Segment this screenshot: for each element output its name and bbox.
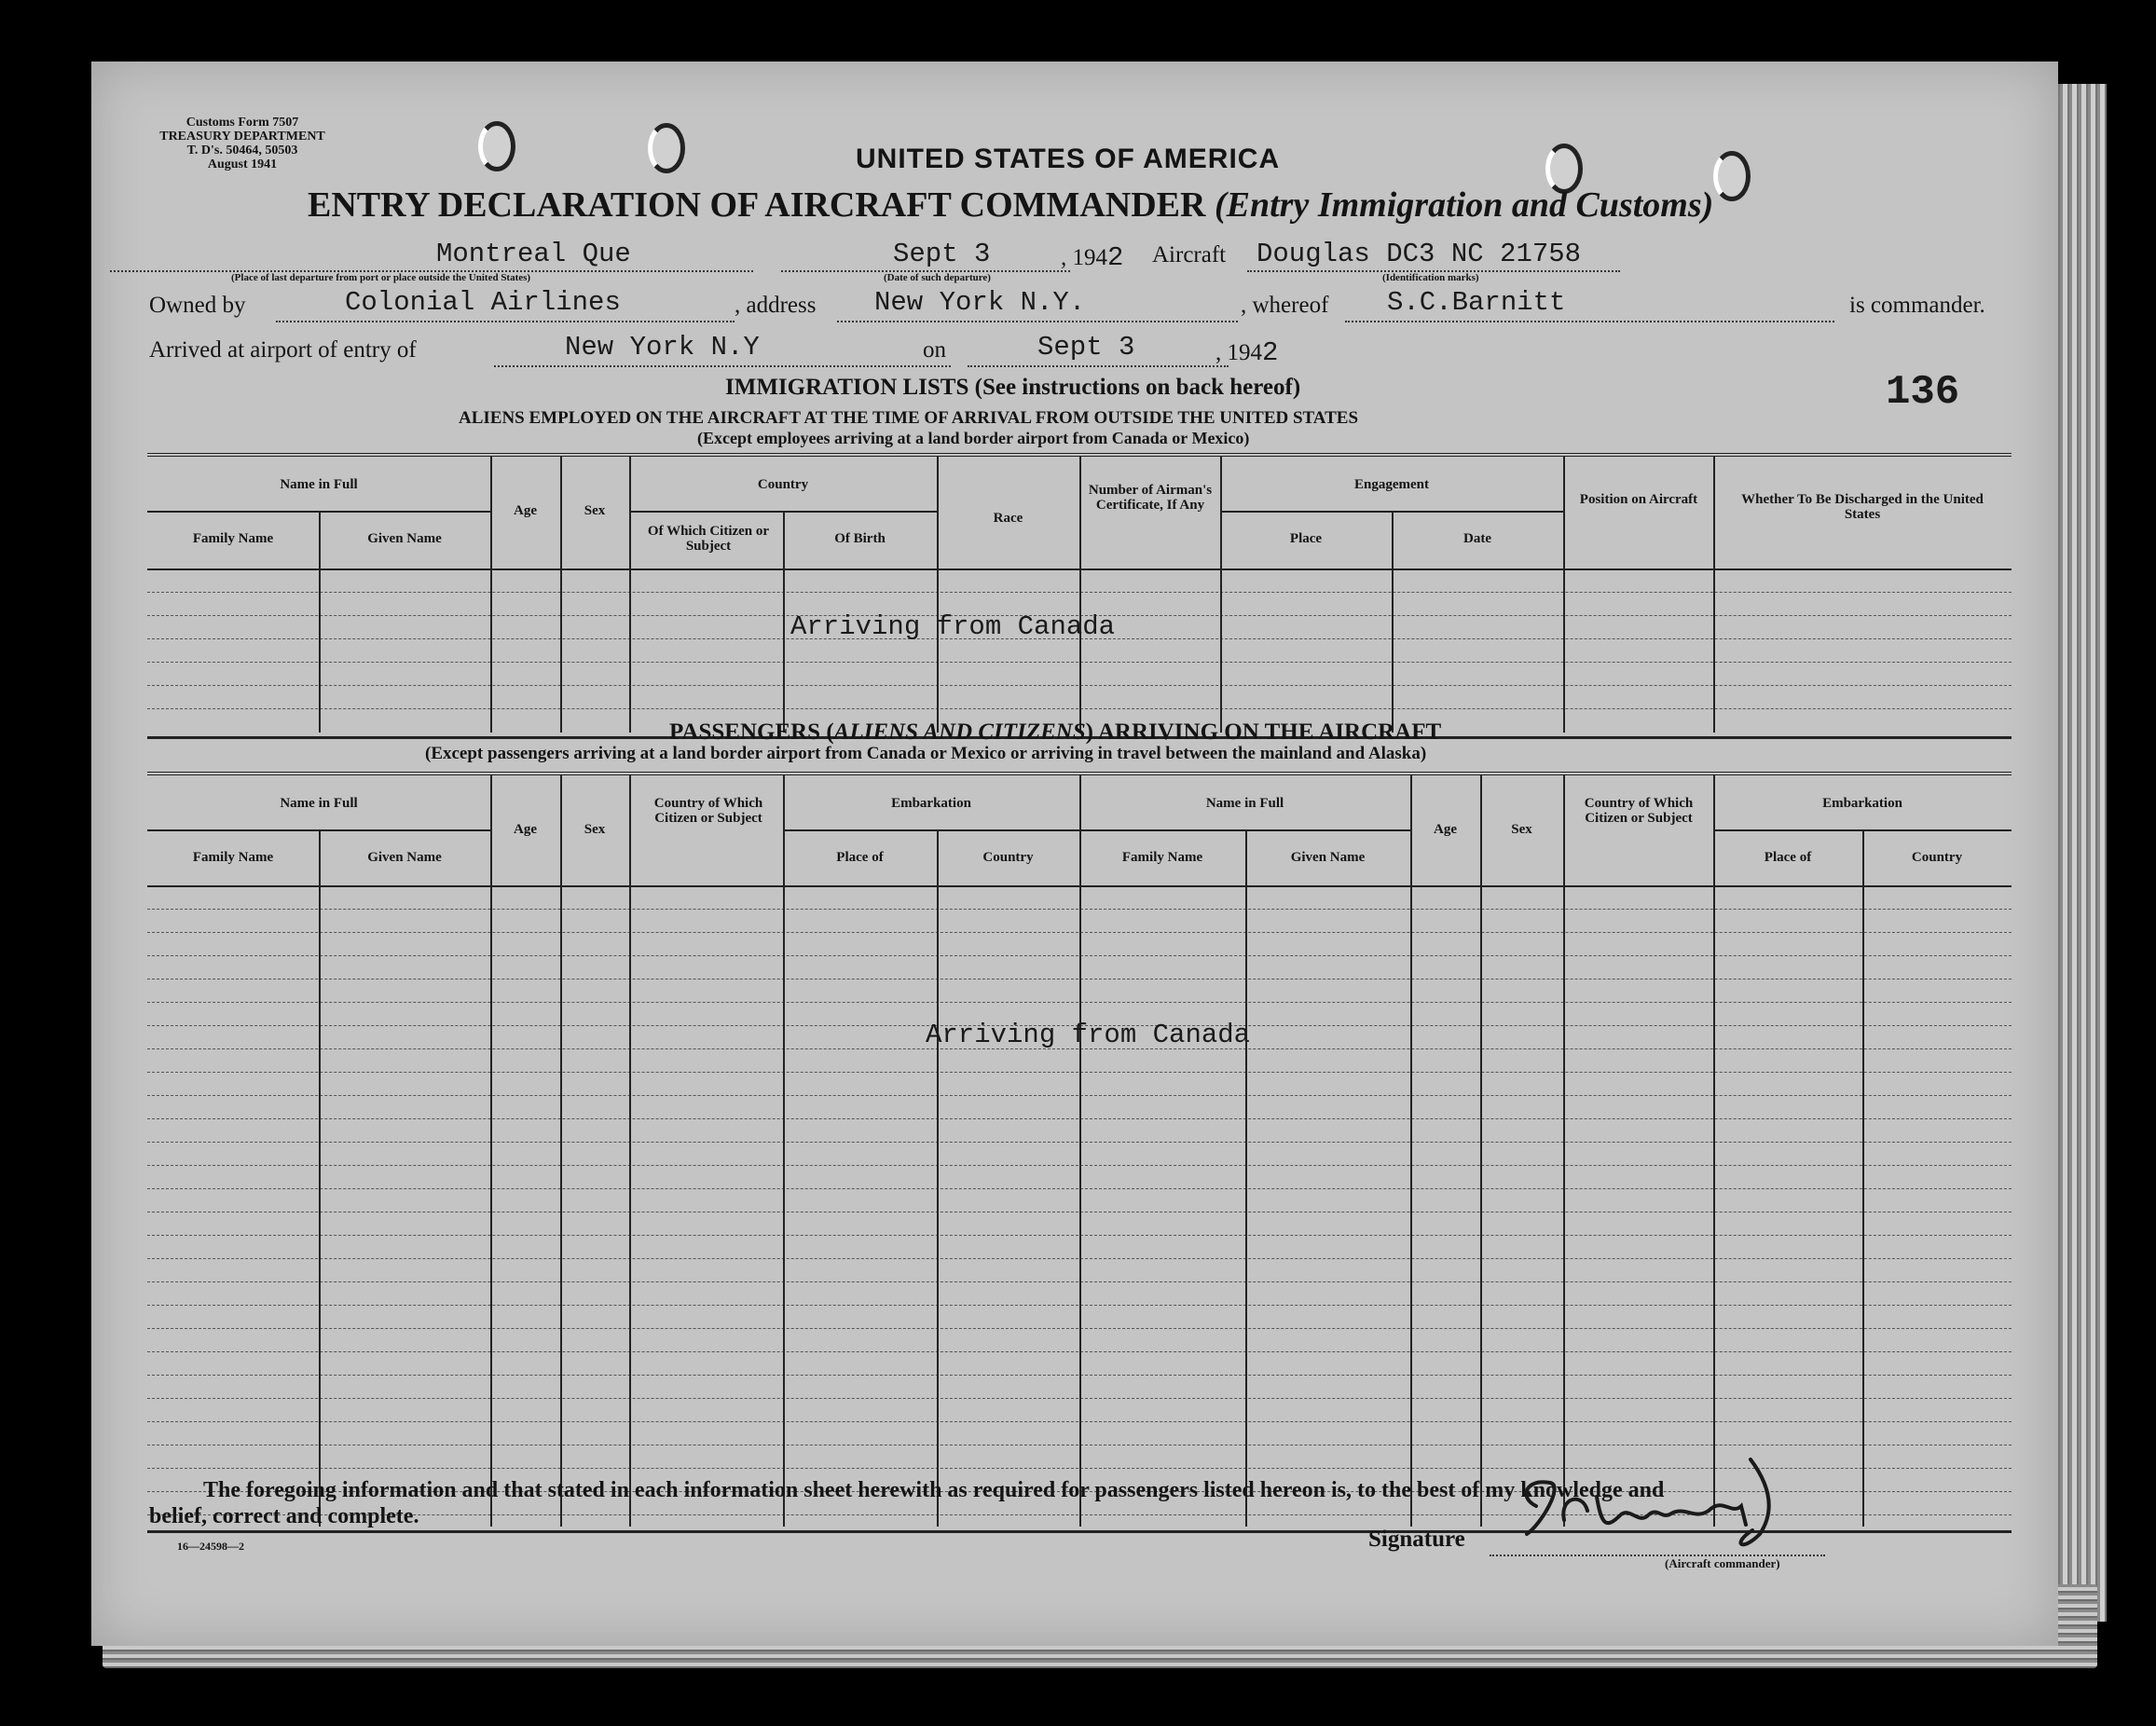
commander-name: S.C.Barnitt — [1387, 287, 1566, 318]
passenger-col-rule — [1079, 775, 1081, 1527]
crew-given-header: Given Name — [367, 531, 442, 546]
passenger-place-header: Place of — [836, 850, 884, 865]
crew-race-header: Race — [993, 511, 1023, 526]
passenger-country-header: Country — [982, 850, 1034, 865]
departure-date-caption: (Date of such departure) — [884, 272, 991, 283]
arrival-on-label: on — [923, 337, 946, 363]
commander-rule — [1345, 319, 1834, 322]
owned-by-label: Owned by — [149, 293, 246, 318]
punch-hole-icon — [648, 123, 685, 173]
punch-hole-icon — [1713, 151, 1751, 201]
passengers-heading-italic: ALIENS AND CITIZENS — [833, 719, 1086, 745]
address-rule — [837, 319, 1238, 322]
form-id-line: Customs Form 7507 — [185, 116, 299, 130]
crew-col-rule — [1563, 457, 1565, 733]
departure-date: Sept 3 — [893, 239, 991, 269]
crew-name-header: Name in Full — [280, 477, 358, 492]
arrival-airport: New York N.Y — [565, 332, 760, 363]
passenger-col-rule — [1480, 775, 1482, 1527]
crew-position-header: Position on Aircraft — [1579, 492, 1698, 507]
passenger-col-rule — [1713, 775, 1715, 1527]
passenger-citizen-header: Country of Which Citizen or Subject — [653, 796, 763, 826]
crew-country-header: Country — [757, 477, 809, 492]
departure-year — [1061, 242, 1123, 273]
passenger-col-rule — [319, 829, 321, 1527]
crew-place-header: Place — [1289, 531, 1323, 546]
passenger-col-rule — [1410, 775, 1412, 1527]
passengers-heading-post: ) ARRIVING ON THE AIRCRAFT — [1085, 719, 1442, 745]
passenger-age-header-2: Age — [1434, 822, 1457, 837]
form-number: 16—24598—2 — [177, 1540, 244, 1553]
passenger-col-rule — [629, 775, 631, 1527]
crew-col-rule — [560, 457, 562, 733]
signature-label: Signature — [1368, 1527, 1465, 1552]
arrival-date: Sept 3 — [1037, 332, 1135, 363]
signature-image — [1508, 1441, 1816, 1562]
passenger-given-header: Given Name — [367, 850, 442, 865]
passenger-name-header: Name in Full — [280, 796, 358, 811]
departure-place: Montreal Que — [436, 239, 631, 269]
address-label: , address — [735, 293, 817, 318]
immigration-sub1: ALIENS EMPLOYED ON THE AIRCRAFT AT THE TIME OF ARRIVAL FROM OUTSIDE THE UNITED STATES — [459, 408, 1359, 428]
passenger-col-rule — [490, 775, 492, 1527]
passenger-embarkation-header: Embarkation — [891, 796, 971, 811]
passenger-sex-header: Sex — [584, 822, 606, 837]
passengers-heading — [669, 719, 1441, 746]
form-id-line: August 1941 — [207, 158, 278, 171]
punch-hole-icon — [478, 121, 515, 171]
passenger-sex-header-2: Sex — [1511, 822, 1532, 837]
title-paren: (Entry Immigration and Customs) — [1214, 185, 1714, 225]
whereof-label: , whereof — [1241, 293, 1329, 318]
passenger-col-rule — [937, 829, 939, 1527]
passenger-embarkation-header-2: Embarkation — [1822, 796, 1902, 811]
title-main: ENTRY DECLARATION OF AIRCRAFT COMMANDER — [308, 185, 1206, 225]
passenger-country-header-2: Country — [1911, 850, 1963, 865]
crew-engagement-header: Engagement — [1354, 477, 1429, 492]
passenger-place-header-2: Place of — [1764, 850, 1812, 865]
aircraft-id: Douglas DC3 NC 21758 — [1257, 239, 1582, 269]
aircraft-caption: (Identification marks) — [1382, 272, 1479, 283]
form-id-line: T. D's. 50464, 50503 — [186, 144, 298, 158]
aircraft-label: Aircraft — [1152, 242, 1227, 267]
immigration-heading: IMMIGRATION LISTS (See instructions on back hereof) — [725, 375, 1301, 400]
passenger-col-rule — [560, 775, 562, 1527]
passenger-given-header-2: Given Name — [1290, 850, 1366, 865]
year-prefix: , 194 — [1061, 245, 1107, 270]
crew-col-rule — [490, 457, 492, 733]
crew-col-rule — [937, 457, 939, 733]
year-prefix: , 194 — [1215, 340, 1262, 365]
passenger-age-header: Age — [514, 822, 537, 837]
passenger-col-rule — [1862, 829, 1864, 1527]
passenger-table — [147, 772, 2012, 1533]
crew-date-header: Date — [1463, 531, 1491, 546]
crew-col-rule — [1220, 457, 1222, 733]
crew-table — [147, 453, 2012, 739]
form-sheet — [91, 62, 2058, 1646]
signature-caption: (Aircraft commander) — [1665, 1556, 1780, 1570]
passenger-col-rule — [1563, 775, 1565, 1527]
arrival-year — [1215, 337, 1278, 368]
passenger-citizen-header-2: Country of Which Citizen or Subject — [1584, 796, 1694, 826]
passenger-family-header: Family Name — [192, 850, 274, 865]
page-title — [308, 185, 1713, 226]
year-suffix: 2 — [1107, 242, 1124, 273]
passenger-name-header-2: Name in Full — [1205, 796, 1284, 811]
crew-citizen-header: Of Which Citizen or Subject — [647, 524, 770, 554]
crew-family-header: Family Name — [192, 531, 274, 546]
certification-text-1: The foregoing information and that stated in each information sheet herewith as required for passengers listed hereon is, to the best of my knowledge and — [203, 1478, 1665, 1502]
form-id — [149, 116, 336, 171]
commander-suffix: is commander. — [1849, 293, 1985, 318]
crew-col-rule — [1079, 457, 1081, 733]
crew-entry: Arriving from Canada — [790, 611, 1116, 642]
crew-col-rule — [629, 457, 631, 733]
certification-text-2: belief, correct and complete. — [149, 1504, 419, 1528]
owner-rule — [276, 319, 735, 322]
passenger-family-header-2: Family Name — [1121, 850, 1203, 865]
passenger-entry: Arriving from Canada — [926, 1020, 1251, 1050]
arrival-rule — [494, 363, 951, 367]
crew-age-header: Age — [514, 503, 537, 518]
owner-address: New York N.Y. — [874, 287, 1086, 318]
crew-discharged-header: Whether To Be Discharged in the United States — [1741, 492, 1984, 522]
form-id-line: TREASURY DEPARTMENT — [159, 130, 325, 144]
owner-name: Colonial Airlines — [345, 287, 621, 318]
arrival-date-rule — [968, 363, 1229, 367]
departure-place-caption: (Place of last departure from port or place outside the United States) — [231, 272, 531, 283]
crew-col-rule — [1713, 457, 1715, 733]
crew-sex-header: Sex — [584, 503, 606, 518]
page-number: 136 — [1886, 369, 1960, 416]
passengers-sub: (Except passengers arriving at a land border airport from Canada or Mexico or arriving in travel between the mainland and Alaska) — [425, 744, 1427, 763]
passenger-col-rule — [783, 775, 785, 1527]
passenger-col-rule — [1245, 829, 1247, 1527]
country-title: UNITED STATES OF AMERICA — [856, 144, 1281, 174]
crew-birth-header: Of Birth — [834, 531, 886, 546]
passengers-heading-pre: PASSENGERS ( — [669, 719, 834, 745]
arrival-label: Arrived at airport of entry of — [149, 337, 417, 363]
crew-certificate-header: Number of Airman's Certificate, If Any — [1088, 483, 1213, 513]
immigration-sub2: (Except employees arriving at a land border airport from Canada or Mexico) — [697, 429, 1250, 447]
year-suffix: 2 — [1262, 337, 1279, 368]
